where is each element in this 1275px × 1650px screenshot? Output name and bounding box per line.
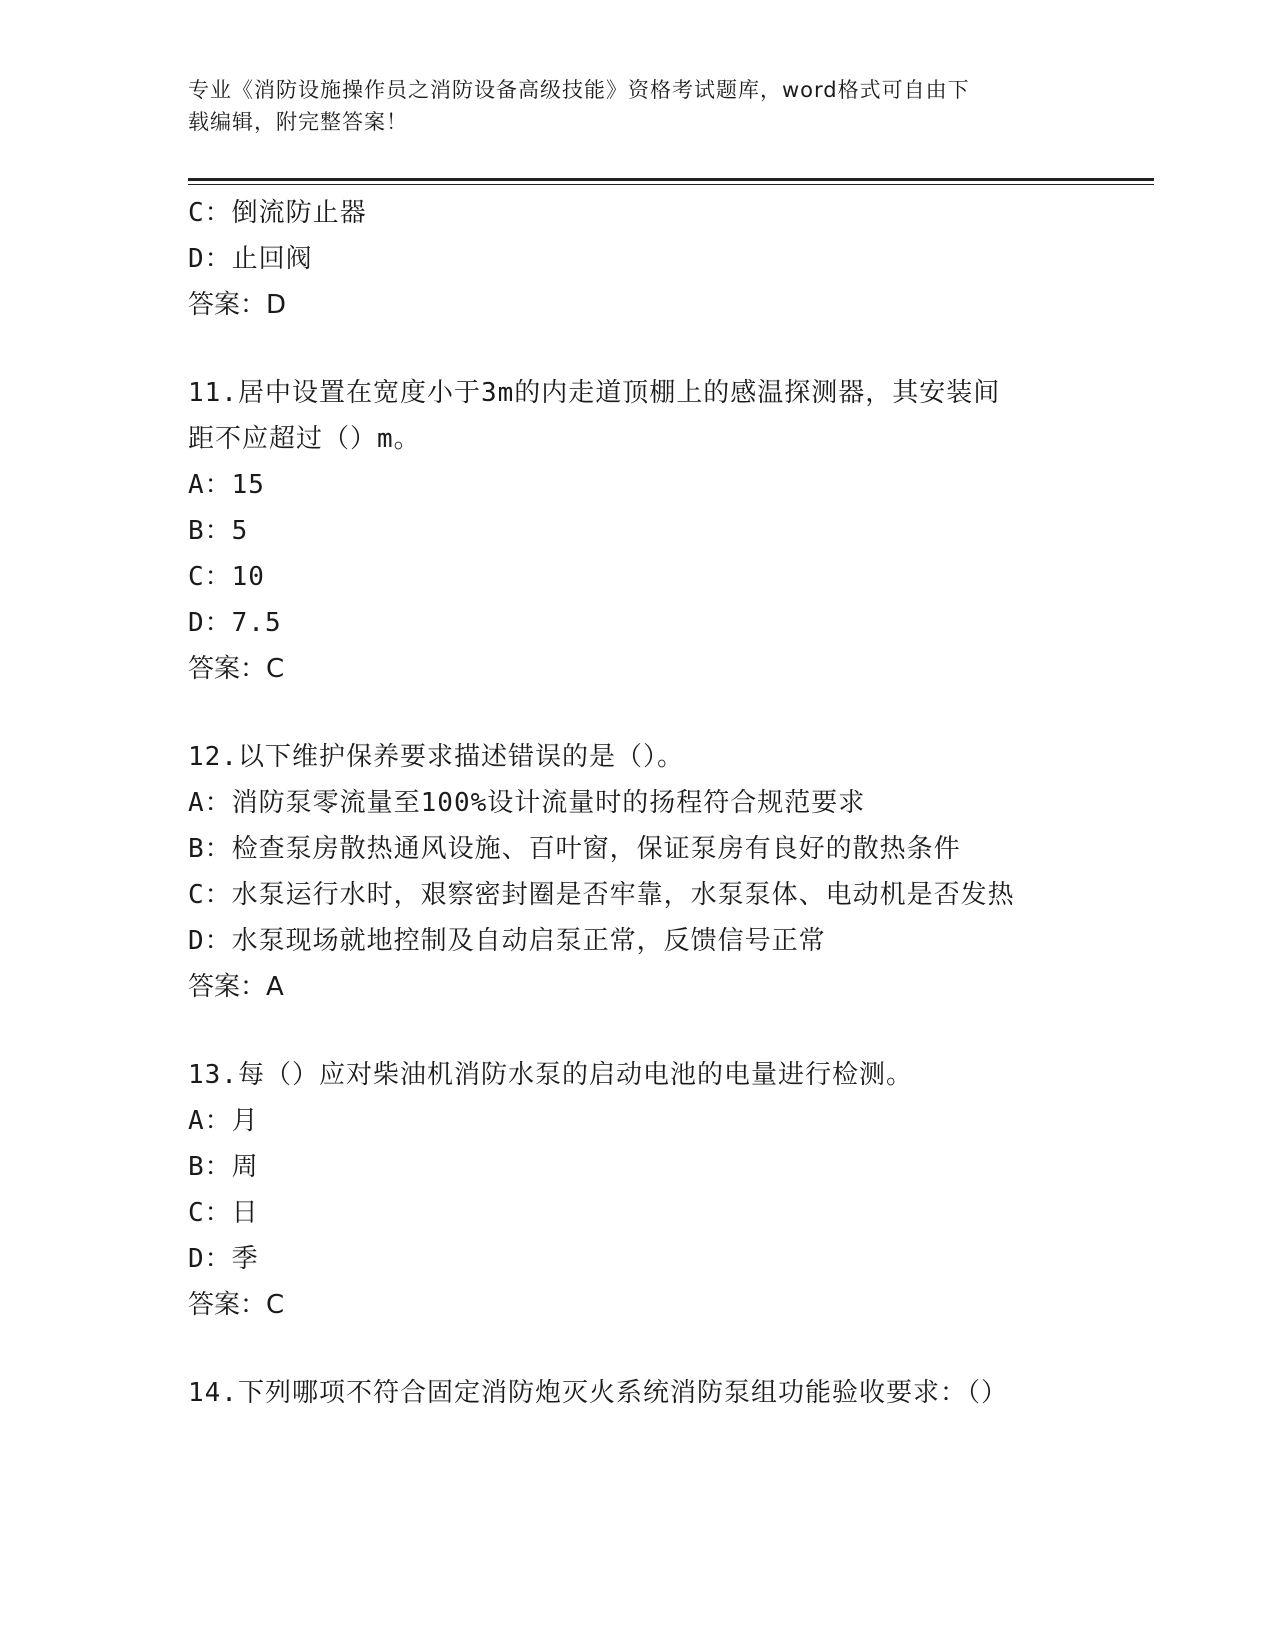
- option-c: C：10: [188, 562, 265, 592]
- question-12: [188, 734, 1088, 1010]
- header-line-2: 载编辑，附完整答案！: [188, 110, 408, 134]
- document-header: [188, 74, 1088, 138]
- option-a: A：月: [188, 1106, 259, 1136]
- option-a: A：15: [188, 470, 265, 500]
- option-b: B：周: [188, 1152, 259, 1182]
- answer-line: 答案：C: [188, 654, 285, 684]
- header-line-1: 专业《消防设施操作员之消防设备高级技能》资格考试题库，word格式可自由下: [188, 78, 970, 102]
- question-stem: 11.居中设置在宽度小于3m的内走道顶棚上的感温探测器，其安装间: [188, 378, 1001, 408]
- option-d: D：7.5: [188, 608, 282, 638]
- option-c: C：倒流防止器: [188, 198, 367, 228]
- question-13: [188, 1052, 1088, 1328]
- option-c: C：水泵运行水时，艰察密封圈是否牢靠，水泵泵体、电动机是否发热: [188, 880, 1015, 910]
- question-stem: 12.以下维护保养要求描述错误的是（）。: [188, 742, 684, 772]
- question-stem: 14.下列哪项不符合固定消防炮灭火系统消防泵组功能验收要求：（）: [188, 1378, 1008, 1408]
- answer-line: 答案：C: [188, 1290, 285, 1320]
- option-d: D：止回阀: [188, 244, 313, 274]
- header-divider-thin: [188, 184, 1154, 185]
- header-divider-thick: [188, 178, 1154, 181]
- question-11: [188, 370, 1088, 692]
- spacer: [188, 692, 1088, 734]
- option-b: B：检查泵房散热通风设施、百叶窗，保证泵房有良好的散热条件: [188, 834, 961, 864]
- spacer: [188, 328, 1088, 370]
- answer-line: 答案：A: [188, 972, 284, 1002]
- option-d: D：季: [188, 1244, 259, 1274]
- question-10-tail: [188, 190, 1088, 328]
- answer-line: 答案：D: [188, 290, 287, 320]
- spacer: [188, 1328, 1088, 1370]
- option-c: C：日: [188, 1198, 259, 1228]
- question-stem-continued: 距不应超过（）m。: [188, 424, 421, 454]
- option-d: D：水泵现场就地控制及自动启泵正常，反馈信号正常: [188, 926, 826, 956]
- option-a: A：消防泵零流量至100%设计流量时的扬程符合规范要求: [188, 788, 866, 818]
- question-14: [188, 1370, 1088, 1416]
- question-content: [188, 190, 1088, 1416]
- spacer: [188, 1010, 1088, 1052]
- option-b: B：5: [188, 516, 249, 546]
- question-stem: 13.每（）应对柴油机消防水泵的启动电池的电量进行检测。: [188, 1060, 913, 1090]
